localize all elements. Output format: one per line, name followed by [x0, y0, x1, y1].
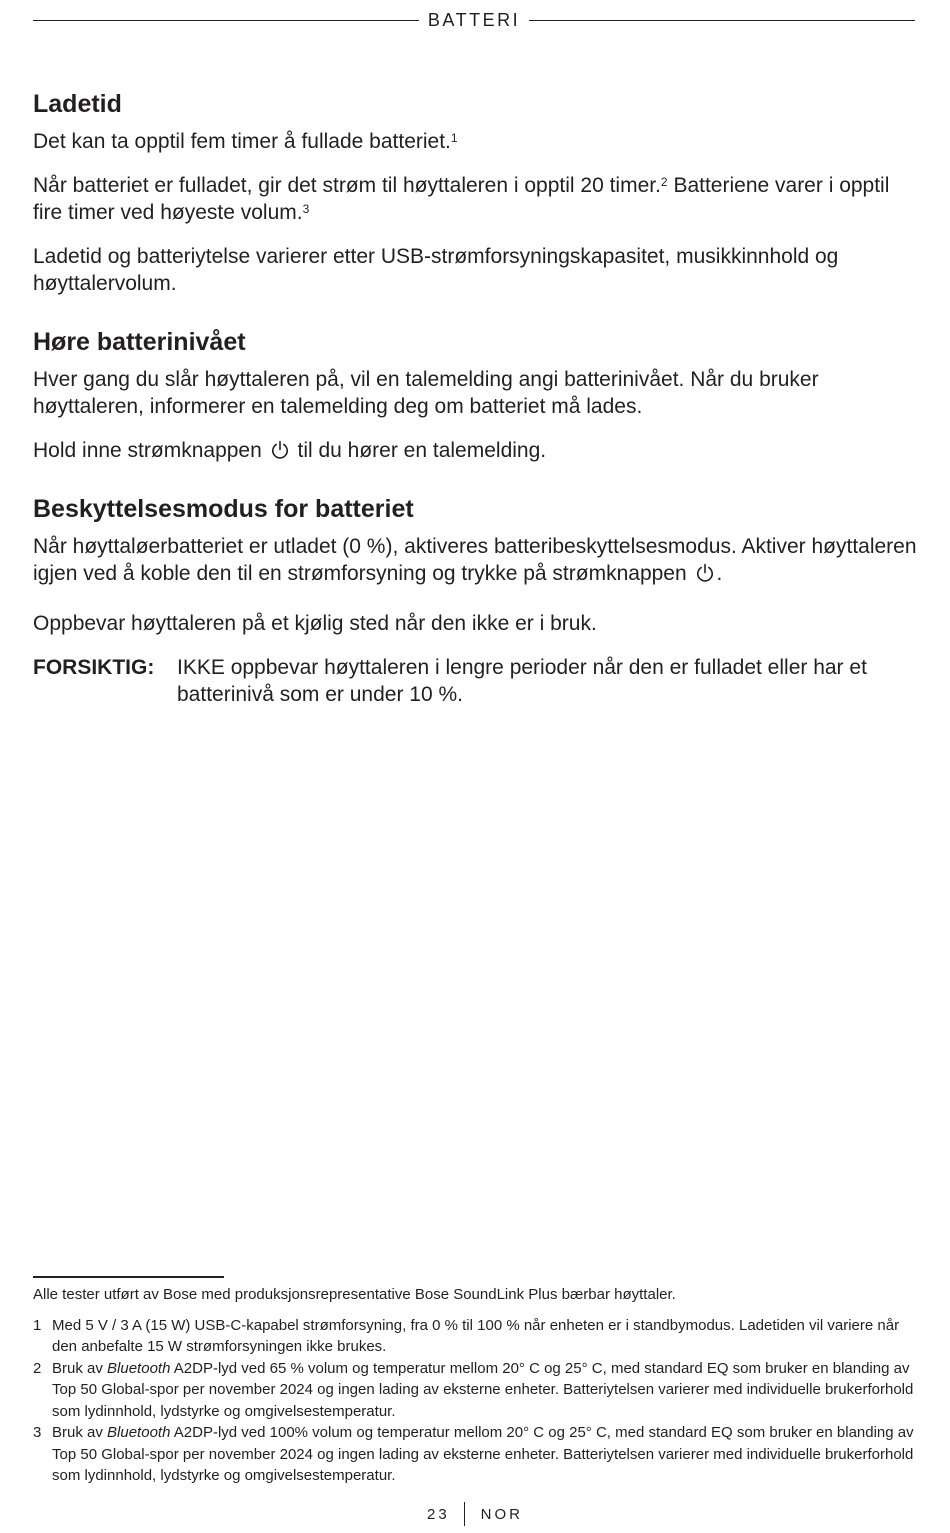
paragraph: Ladetid og batteriytelse varierer etter USB-strømforsyningskapasitet, musikkinnhold og høyttalervolum. [33, 245, 839, 295]
page-number: 23 [426, 1505, 450, 1523]
paragraph: Når batteriet er fulladet, gir det strøm til høyttaleren i opptil 20 timer.$^2$ Batteriene varer i opptil fire timer ved høyeste volum.$^3$ [33, 174, 890, 224]
power-icon [270, 440, 290, 460]
footnote-item [33, 1315, 917, 1358]
paragraph: Det kan ta opptil fem timer å fullade batteriet.$^1$ [33, 130, 458, 153]
power-icon [695, 563, 715, 583]
footnote-ref: 2 [660, 175, 668, 189]
header-title: BATTERI [427, 9, 521, 30]
section-ladetid [33, 88, 917, 297]
footer-separator [464, 1502, 465, 1526]
header-rule-right [529, 20, 915, 21]
caution-note [33, 654, 917, 708]
section-heading: Beskyttelsesmodus for batteriet [33, 495, 414, 523]
paragraph: Når høyttaløerbatteriet er utladet (0 %), aktiveres batteribeskyttelsesmodus. Aktiver høyttaleren igjen ved å koble den til en strømforsyning og trykke på strømknappen . [33, 535, 917, 585]
footnote-intro: Alle tester utført av Bose med produksjonsrepresentative Bose SoundLink Plus bærbar høyttaler. [33, 1286, 676, 1303]
footnote-text: Bruk av Bluetooth A2DP-lyd ved 100% volum og temperatur mellom 20° C og 25° C, med standard EQ som bruker en blanding av Top 50 Global-spor per november 2024 og ingen lading av eksterne enheter. Batteriytelsen varierer med individuelle brukerforhold som lydinnhold, lydstyrke og omgivelsestemperatur. [52, 1424, 914, 1484]
main-content [33, 88, 917, 708]
paragraph: Oppbevar høyttaleren på et kjølig sted når den ikke er i bruk. [33, 612, 597, 635]
page-header [33, 8, 915, 32]
footnotes [33, 1284, 917, 1487]
footnote-number: 1 [33, 1316, 42, 1334]
section-heading: Ladetid [33, 90, 122, 118]
language-code: NOR [480, 1505, 524, 1523]
caution-text: IKKE oppbevar høyttaleren i lengre perioder når den er fulladet eller har et batterinivå som er under 10 %. [177, 656, 867, 706]
caution-label: FORSIKTIG: [33, 656, 155, 679]
footnote-text: Med 5 V / 3 A (15 W) USB-C-kapabel strømforsyning, fra 0 % til 100 % når enheten er i standbymodus. Ladetiden vil variere når den anbefalte 15 W strømforsyningen ikke brukes. [52, 1316, 900, 1355]
footnote-ref: 3 [302, 202, 310, 216]
footnote-divider [33, 1276, 224, 1278]
section-beskyttelsesmodus [33, 493, 917, 708]
footnote-number: 3 [33, 1424, 42, 1441]
paragraph: Hold inne strømknappen til du hører en talemelding. [33, 439, 547, 462]
section-heading: Høre batterinivået [33, 328, 246, 356]
paragraph: Hver gang du slår høyttaleren på, vil en talemelding angi batterinivået. Når du bruker høyttaleren, informerer en talemelding deg om batteriet må lades. [33, 368, 819, 418]
footnote-item [33, 1422, 917, 1487]
footnote-number: 2 [33, 1359, 42, 1377]
footnote-text: Bruk av Bluetooth A2DP-lyd ved 65 % volum og temperatur mellom 20° C og 25° C, med standard EQ som bruker en blanding av Top 50 Global-spor per november 2024 og ingen lading av eksterne enheter. Batteriytelsen varierer med individuelle brukerforhold som lydinnhold, lydstyrke og omgivelsestemperatur. [52, 1359, 914, 1420]
page-footer [0, 1502, 950, 1526]
section-hore-batterinivaet [33, 326, 917, 464]
footnote-ref: 1 [450, 131, 458, 145]
footnote-item [33, 1358, 917, 1423]
header-rule-left [33, 20, 419, 21]
